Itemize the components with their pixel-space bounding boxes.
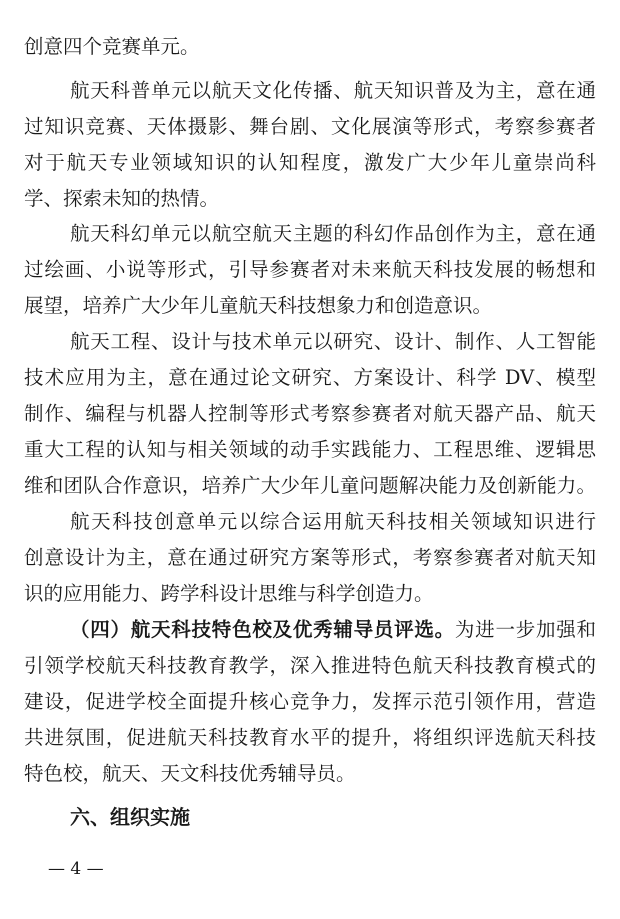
- text-run: 为进一步加强和: [454, 618, 596, 641]
- text-line: 航天科幻单元以航空航天主题的科幻作品创作为主，意在通: [70, 222, 596, 245]
- text-line: 重大工程的认知与相关领域的动手实践能力、工程思维、逻辑思: [24, 438, 596, 461]
- text-line: 航天科普单元以航天文化传播、航天知识普及为主，意在通: [70, 79, 596, 102]
- subsection-heading: （四）航天科技特色校及优秀辅导员评选。: [70, 618, 455, 641]
- text-line: 维和团队合作意识，培养广大少年儿童问题解决能力及创新能力。: [24, 474, 596, 497]
- text-line: 航天科技创意单元以综合运用航天科技相关领域知识进行: [70, 510, 596, 533]
- text-line: 特色校，航天、天文科技优秀辅导员。: [24, 762, 356, 785]
- text-line: 制作、编程与机器人控制等形式考察参赛者对航天器产品、航天: [24, 402, 596, 425]
- text-line: 学、探索未知的热情。: [24, 187, 220, 210]
- text-line: [24, 615, 596, 645]
- text-line: 引领学校航天科技教育教学，深入推进特色航天科技教育模式的: [24, 654, 596, 677]
- text-line: 航天工程、设计与技术单元以研究、设计、制作、人工智能: [70, 330, 596, 353]
- text-line: 技术应用为主，意在通过论文研究、方案设计、科学 DV、模型: [24, 366, 596, 389]
- text-line: 识的应用能力、跨学科设计思维与科学创造力。: [24, 582, 434, 605]
- text-line: 对于航天专业领域知识的认知程度，激发广大少年儿童崇尚科: [24, 151, 596, 174]
- text-line: 共进氛围，促进航天科技教育水平的提升，将组织评选航天科技: [24, 726, 596, 749]
- page-number: — 4 —: [48, 859, 104, 879]
- section-heading: 六、组织实施: [70, 805, 190, 829]
- text-line: 过绘画、小说等形式，引导参赛者对未来航天科技发展的畅想和: [24, 258, 596, 281]
- text-line: 展望，培养广大少年儿童航天科技想象力和创造意识。: [24, 294, 493, 317]
- text-line: 创意四个竞赛单元。: [24, 35, 200, 58]
- text-line: 过知识竞赛、天体摄影、舞台剧、文化展演等形式，考察参赛者: [24, 115, 596, 138]
- text-line: 创意设计为主，意在通过研究方案等形式，考察参赛者对航天知: [24, 546, 596, 569]
- text-line: 建设，促进学校全面提升核心竞争力，发挥示范引领作用，营造: [24, 690, 596, 713]
